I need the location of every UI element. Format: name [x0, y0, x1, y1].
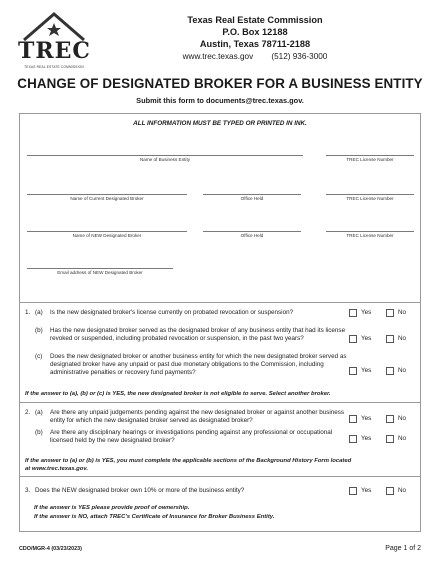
agency-city: Austin, Texas 78711-2188 [199, 39, 311, 49]
agency-web-phone: www.trec.texas.gov (512) 936-3000 [182, 52, 328, 61]
q1b-letter: (b) [35, 327, 43, 334]
submit-instructions: Submit this form to documents@trec.texas.gov. [136, 96, 304, 105]
form-id: CDO/MGR-4 (03/23/2023) [19, 546, 82, 552]
q2a-no-label: No [398, 415, 407, 422]
q3-yes-label: Yes [361, 487, 372, 494]
q1c-text: Does the new designated broker or another business entity for which the new designated broker served as designated broker have any unpaid or past due monetary obligations to the Commission, including administrative penalties or recovery fund payments? [50, 353, 347, 377]
q3-no-label: No [398, 487, 407, 494]
q1a-yes-checkbox[interactable] [349, 309, 357, 317]
q2b-yes-checkbox[interactable] [349, 435, 357, 443]
new-broker-field[interactable] [27, 231, 187, 232]
agency-name: Texas Real Estate Commission [187, 15, 323, 25]
question-3-section [19, 477, 421, 532]
q1c-yes-label: Yes [361, 367, 372, 374]
q2a-yes-checkbox[interactable] [349, 415, 357, 423]
new-office-label: Office Held [240, 233, 264, 238]
new-office-field[interactable] [203, 231, 301, 232]
new-email-field[interactable] [27, 268, 173, 269]
new-email-label: Email address of NEW Designated Broker [57, 270, 143, 275]
question-2-section [19, 403, 421, 477]
agency-po-box: P.O. Box 12188 [222, 27, 288, 37]
current-office-label: Office Held [240, 196, 264, 201]
entity-license-field[interactable] [326, 155, 414, 156]
q2-number: 2. [25, 409, 31, 416]
q1b-text: Has the new designated broker served as the designated broker of any business entity that had its license revoked or suspended, including probated revocation or suspension, in the past two years? [50, 327, 346, 343]
current-license-label: TREC License Number [346, 196, 394, 201]
q1b-no-checkbox[interactable] [386, 335, 394, 343]
q2b-yes-label: Yes [361, 435, 372, 442]
q1-number: 1. [25, 309, 31, 316]
q1b-yes-checkbox[interactable] [349, 335, 357, 343]
new-broker-label: Name of NEW Designated Broker [72, 233, 142, 238]
ink-instructions: ALL INFORMATION MUST BE TYPED OR PRINTED IN INK. [133, 120, 307, 127]
business-entity-field[interactable] [27, 155, 303, 156]
q3-number: 3. [25, 487, 31, 494]
q1a-letter: (a) [35, 309, 43, 316]
entity-info-section [19, 113, 421, 303]
q1c-yes-checkbox[interactable] [349, 367, 357, 375]
q3-no-note: If the answer is NO, attach TREC's Certificate of Insurance for Broker Business Entity. [34, 514, 275, 520]
q1c-letter: (c) [35, 353, 43, 360]
q2-background-note: If the answer to (a) or (b) is YES, you must complete the applicable sections of the Background History Form located at www.trec.texas.gov. [25, 458, 352, 472]
form-title: CHANGE OF DESIGNATED BROKER FOR A BUSINESS ENTITY [17, 76, 423, 91]
q3-no-checkbox[interactable] [386, 487, 394, 495]
entity-license-label: TREC License Number [346, 157, 394, 162]
new-license-label: TREC License Number [346, 233, 394, 238]
logo-subtext: TEXAS REAL ESTATE COMMISSION [24, 65, 84, 69]
q3-text: Does the NEW designated broker own 10% or more of the business entity? [35, 487, 245, 494]
q1a-no-label: No [398, 309, 407, 316]
q2b-no-checkbox[interactable] [386, 435, 394, 443]
current-broker-field[interactable] [27, 194, 187, 195]
agency-header [130, 14, 380, 63]
q1a-text: Is the new designated broker's license currently on probated revocation or suspension? [50, 309, 294, 316]
q1a-yes-label: Yes [361, 309, 372, 316]
q3-yes-note: If the answer is YES please provide proof of ownership. [34, 505, 190, 511]
q1b-yes-label: Yes [361, 335, 372, 342]
page-number: Page 1 of 2 [385, 545, 421, 552]
q2a-letter: (a) [35, 409, 43, 416]
q1c-no-label: No [398, 367, 407, 374]
current-office-field[interactable] [203, 194, 301, 195]
current-broker-label: Name of Current Designated Broker [70, 196, 144, 201]
q1c-no-checkbox[interactable] [386, 367, 394, 375]
trec-logo [18, 10, 90, 70]
q2b-no-label: No [398, 435, 407, 442]
q2b-letter: (b) [35, 429, 43, 436]
q2a-text: Are there any unpaid judgements pending against the new designated broker or against another business entity for which the new designated broker served as designated broker? [50, 409, 345, 425]
q3-yes-checkbox[interactable] [349, 487, 357, 495]
current-license-field[interactable] [326, 194, 414, 195]
q2a-yes-label: Yes [361, 415, 372, 422]
logo-text: TREC [18, 38, 91, 64]
business-entity-label: Name of Business Entity [139, 157, 191, 162]
q2a-no-checkbox[interactable] [386, 415, 394, 423]
question-1-section [19, 303, 421, 403]
new-license-field[interactable] [326, 231, 414, 232]
q1a-no-checkbox[interactable] [386, 309, 394, 317]
q2b-text: Are there any disciplinary hearings or investigations pending against any professional or occupational licensed held by the new designated broker? [50, 429, 333, 445]
q1-eligibility-note: If the answer to (a), (b) or (c) is YES, the new designated broker is not eligible to serve. Select another broker. [25, 391, 331, 397]
q1b-no-label: No [398, 335, 407, 342]
